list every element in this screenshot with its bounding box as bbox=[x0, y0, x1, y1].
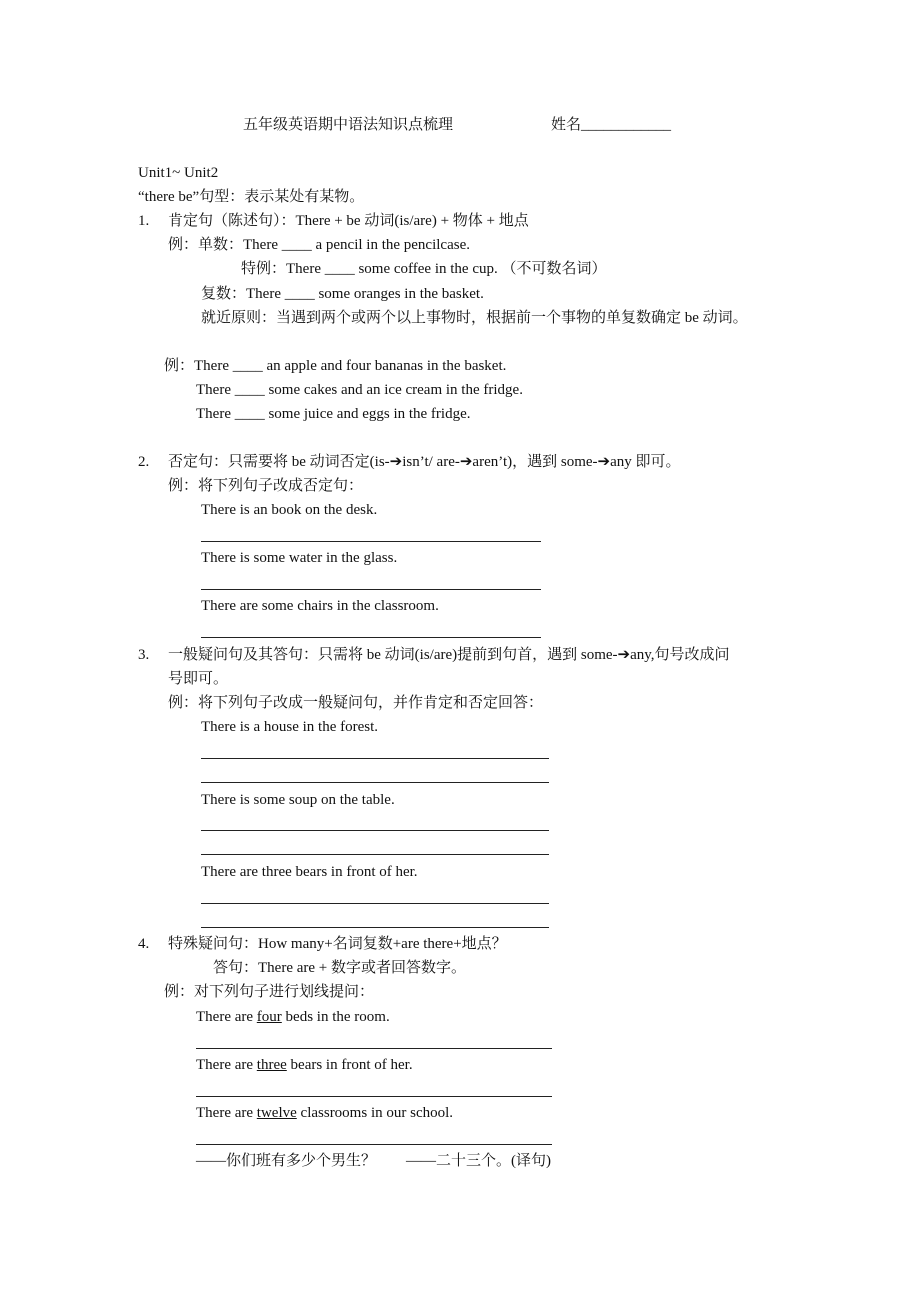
section-3-sentence: There is a house in the forest. bbox=[201, 719, 379, 735]
answer-line bbox=[201, 782, 549, 783]
answer-line bbox=[201, 589, 541, 590]
section-2-number: 2. bbox=[138, 454, 150, 470]
section-1-exercise-2: There ____ some cakes and an ice cream in the fridge. bbox=[196, 382, 523, 398]
section-3-title-line-2: 号即可。 bbox=[168, 671, 229, 687]
underlined-word: four bbox=[256, 1009, 282, 1025]
page-title: 五年级英语期中语法知识点梳理 bbox=[243, 117, 454, 133]
section-3-sentence: There are three bears in front of her. bbox=[201, 864, 418, 880]
section-2-title: 否定句：只需要将 be 动词否定(is-➔isn’t/ are-➔aren’t)，遇到 some-➔any 即可。 bbox=[168, 454, 681, 470]
section-3-sentence: There is some soup on the table. bbox=[201, 792, 395, 808]
section-2-sentence: There are some chairs in the classroom. bbox=[201, 598, 439, 614]
section-4-number: 4. bbox=[138, 936, 150, 952]
section-3-title-line-1: 一般疑问句及其答句：只需将 be 动词(is/are)提前到句首，遇到 some-➔any,句号改成问 bbox=[168, 647, 730, 663]
section-4-answer-pattern: 答句：There are + 数字或者回答数字。 bbox=[213, 960, 466, 976]
section-1-number: 1. bbox=[138, 213, 150, 229]
section-4-instruction: 例：对下列句子进行划线提问： bbox=[164, 984, 375, 1000]
section-4-translation: ——你们班有多少个男生？ ——二十三个。(译句) bbox=[196, 1153, 551, 1169]
section-4-sentence: There are four beds in the room. bbox=[196, 1009, 390, 1025]
section-1-special-example: 特例：There ____ some coffee in the cup. （不可数名词） bbox=[241, 261, 607, 277]
answer-line bbox=[196, 1144, 552, 1145]
section-1-title: 肯定句（陈述句）：There + be 动词(is/are) + 物体 + 地点 bbox=[168, 213, 529, 229]
answer-line bbox=[201, 903, 549, 904]
answer-line bbox=[196, 1096, 552, 1097]
section-3-instruction: 例：将下列句子改成一般疑问句，并作肯定和否定回答： bbox=[168, 695, 544, 711]
answer-line bbox=[196, 1048, 552, 1049]
answer-line bbox=[201, 541, 541, 542]
section-2-sentence: There is an book on the desk. bbox=[201, 502, 378, 518]
answer-line bbox=[201, 637, 541, 638]
section-4-title: 特殊疑问句：How many+名词复数+are there+地点？ bbox=[168, 936, 507, 952]
section-1-exercise-1: 例：There ____ an apple and four bananas in the basket. bbox=[164, 358, 507, 374]
underlined-word: three bbox=[256, 1057, 287, 1073]
section-1-proximity-rule: 就近原则：当遇到两个或两个以上事物时，根据前一个事物的单复数确定 be 动词。 bbox=[201, 310, 748, 326]
name-field-label: 姓名____________ bbox=[551, 117, 672, 133]
section-2-sentence: There is some water in the glass. bbox=[201, 550, 398, 566]
section-1-exercise-3: There ____ some juice and eggs in the fridge. bbox=[196, 406, 471, 422]
answer-line bbox=[201, 854, 549, 855]
section-3-number: 3. bbox=[138, 647, 150, 663]
unit-label: Unit1~ Unit2 bbox=[138, 165, 219, 181]
section-1-single-example: 例：单数：There ____ a pencil in the pencilcase. bbox=[168, 237, 470, 253]
section-4-sentence: There are three bears in front of her. bbox=[196, 1057, 413, 1073]
section-4-sentence: There are twelve classrooms in our school. bbox=[196, 1105, 454, 1121]
section-2-instruction: 例：将下列句子改成否定句： bbox=[168, 478, 364, 494]
underlined-word: twelve bbox=[256, 1105, 297, 1121]
answer-line bbox=[201, 758, 549, 759]
section-1-plural-example: 复数：There ____ some oranges in the basket. bbox=[201, 286, 484, 302]
answer-line bbox=[201, 830, 549, 831]
answer-line bbox=[201, 927, 549, 928]
intro-text: “there be”句型：表示某处有某物。 bbox=[138, 189, 365, 205]
